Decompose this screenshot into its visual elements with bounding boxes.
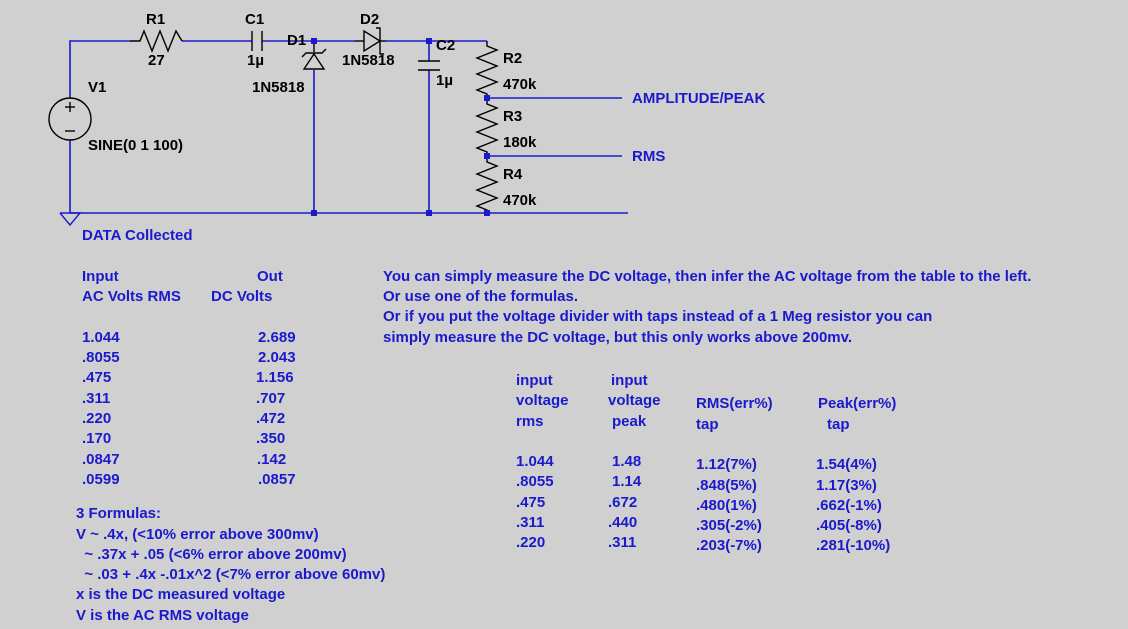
r3-ref: R3 [503, 108, 523, 125]
r2-value: 470k [503, 76, 537, 93]
tap-cell: .220 [516, 534, 546, 551]
r4-ref: R4 [503, 166, 523, 183]
v1-source [49, 98, 91, 140]
c1-capacitor [252, 31, 262, 51]
tap-cell: .305(-2%) [696, 517, 762, 534]
input-value: .0847 [82, 451, 120, 468]
input-header-line2: AC Volts RMS [82, 288, 181, 305]
output-value: 2.043 [258, 349, 296, 366]
output-value: 2.689 [258, 329, 296, 346]
data-collected-title: DATA Collected [82, 227, 193, 244]
v1-ref: V1 [88, 79, 107, 96]
tap-cell: .480(1%) [696, 497, 757, 514]
formula-line: x is the DC measured voltage [76, 586, 286, 603]
note-line: Or if you put the voltage divider with taps instead of a 1 Meg resistor you can [383, 308, 933, 325]
note-line: simply measure the DC voltage, but this only works above 200mv. [383, 329, 853, 346]
tap-cell: .672 [608, 494, 638, 511]
input-value: .0599 [82, 471, 120, 488]
tap-cell: 1.044 [516, 453, 554, 470]
tap-header-peak-tap: tap [827, 416, 850, 433]
r4-value: 470k [503, 192, 537, 209]
r1-resistor [130, 31, 182, 51]
tap-cell: 1.12(7%) [696, 456, 757, 473]
tap-header-peak-input: voltage [608, 392, 661, 409]
net-label-rms: RMS [632, 148, 666, 165]
tap-header-peak-input: peak [612, 413, 647, 430]
junction-dot [426, 210, 432, 216]
tap-cell: .281(-10%) [816, 537, 891, 554]
r4-resistor [477, 156, 497, 213]
formula-line: V is the AC RMS voltage [76, 607, 249, 624]
input-value: .8055 [82, 349, 120, 366]
tap-header-rms-tap: RMS(err%) [696, 395, 773, 412]
output-header-line2: DC Volts [211, 288, 273, 305]
junction-dot [311, 38, 317, 44]
tap-cell: .475 [516, 494, 546, 511]
tap-cell: .311 [608, 534, 637, 551]
formula-line: ~ .03 + .4x -.01x^2 (<7% error above 60mv) [76, 566, 386, 583]
d2-value: 1N5818 [342, 52, 395, 69]
c2-value: 1µ [436, 72, 453, 89]
output-value: .350 [256, 430, 286, 447]
formula-line: ~ .37x + .05 (<6% error above 200mv) [76, 546, 347, 563]
net-label-amplitude: AMPLITUDE/PEAK [632, 90, 766, 107]
c1-value: 1µ [247, 52, 264, 69]
tap-header-rms-tap: tap [696, 416, 719, 433]
input-value: .311 [82, 390, 111, 407]
output-value: .707 [256, 390, 286, 407]
junction-dot [484, 210, 490, 216]
tap-cell: .662(-1%) [816, 497, 882, 514]
c1-ref: C1 [245, 11, 265, 28]
tap-header-rms-input: voltage [516, 392, 569, 409]
tap-cell: 1.54(4%) [816, 456, 877, 473]
junction-dot [484, 95, 490, 101]
r1-ref: R1 [146, 11, 166, 28]
d2-schottky-diode [355, 28, 386, 54]
tap-header-peak-tap: Peak(err%) [818, 395, 897, 412]
tap-cell: .848(5%) [696, 477, 757, 494]
tap-cell: 1.48 [612, 453, 642, 470]
junction-dot [311, 210, 317, 216]
c2-capacitor [418, 61, 440, 70]
v1-value: SINE(0 1 100) [88, 137, 184, 154]
r3-resistor [477, 98, 497, 156]
tap-cell: .440 [608, 514, 638, 531]
tap-cell: .311 [516, 514, 545, 531]
tap-header-rms-input: rms [516, 413, 544, 430]
output-value: .0857 [258, 471, 296, 488]
d1-ref: D1 [287, 32, 307, 49]
d1-value: 1N5818 [252, 79, 305, 96]
output-value: 1.156 [256, 369, 294, 386]
r3-value: 180k [503, 134, 537, 151]
note-line: Or use one of the formulas. [383, 288, 579, 305]
note-line: You can simply measure the DC voltage, then infer the AC voltage from the table to the left. [383, 268, 1032, 285]
output-value: .472 [256, 410, 286, 427]
tap-cell: .203(-7%) [696, 537, 762, 554]
tap-cell: 1.14 [612, 473, 642, 490]
formulas-title: 3 Formulas: [76, 505, 162, 522]
d2-ref: D2 [360, 11, 380, 28]
formula-line: V ~ .4x, (<10% error above 300mv) [76, 526, 319, 543]
tap-header-peak-input: input [611, 372, 648, 389]
tap-cell: .405(-8%) [816, 517, 882, 534]
input-value: .170 [82, 430, 112, 447]
junctions [311, 38, 490, 216]
output-value: .142 [257, 451, 287, 468]
r1-value: 27 [148, 52, 165, 69]
tap-cell: .8055 [516, 473, 554, 490]
junction-dot [426, 38, 432, 44]
junction-dot [484, 153, 490, 159]
ground-symbol [60, 213, 80, 225]
output-header-line1: Out [257, 268, 283, 285]
tap-cell: 1.17(3%) [816, 477, 877, 494]
input-value: .475 [82, 369, 112, 386]
input-value: .220 [82, 410, 112, 427]
r2-ref: R2 [503, 50, 523, 67]
input-value: 1.044 [82, 329, 120, 346]
tap-header-rms-input: input [516, 372, 553, 389]
c2-ref: C2 [436, 37, 456, 54]
input-header-line1: Input [82, 268, 119, 285]
r2-resistor [477, 41, 497, 98]
